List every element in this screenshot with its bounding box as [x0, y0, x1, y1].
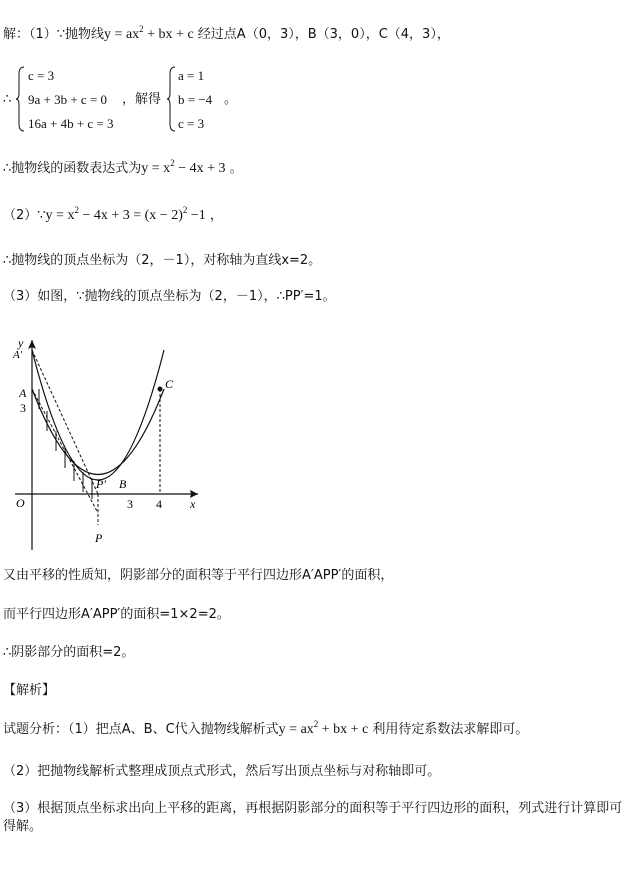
system-eq3: 16a + 4b + c = 3 — [28, 116, 114, 131]
translation-line: 又由平移的性质知，阴影部分的面积等于平行四边形A′APP′的面积， — [3, 568, 394, 583]
system-equations — [28, 64, 114, 136]
part1-through: 经过点A（0，3），B（3，0），C（4，3）， — [193, 27, 450, 42]
part2-line — [3, 207, 223, 225]
system-eq2: 9a + 3b + c = 0 — [28, 92, 108, 107]
part3-line: （3）如图，∵抛物线的顶点坐标为（2，－1），∴PP′=1。 — [3, 289, 336, 304]
part2-expr-b: − 4x + 3 = — [78, 208, 145, 223]
part1-intro: 解：（1）∵抛物线 — [3, 27, 105, 42]
tick-3: 3 — [127, 497, 133, 511]
system-sol2: b = −4 — [178, 92, 213, 107]
result1-func-rest: − 4x + 3 — [174, 161, 226, 176]
analysis1-sq: 2 — [313, 719, 319, 729]
analysis2-line: （2）把抛物线解析式整理成顶点式形式，然后写出顶点坐标与对称轴即可。 — [3, 764, 441, 779]
analysis1-end: 利用待定系数法求解即可。 — [368, 722, 529, 737]
result1-sq: 2 — [170, 158, 175, 168]
system-sol1: a = 1 — [178, 68, 205, 83]
system-sol3: c = 3 — [178, 116, 205, 131]
label-3-y: 3 — [20, 401, 26, 415]
analysis3-line: （3）根据顶点坐标求出向上平移的距离，再根据阴影部分的面积等于平行四边形的面积，列式进行计算即可得解。 — [3, 801, 623, 834]
part2-sq2: 2 — [182, 205, 188, 215]
part2-intro: （2）∵ — [3, 208, 46, 223]
label-a: A — [19, 386, 27, 400]
system-eq1: c = 3 — [28, 68, 55, 83]
result1-func: y = x — [141, 161, 171, 176]
left-brace-icon — [16, 66, 26, 132]
translated-parabola — [32, 350, 164, 480]
label-p: P — [95, 531, 103, 545]
right-brace-icon — [167, 66, 177, 132]
point-c — [158, 387, 163, 392]
y-axis-label: y — [18, 336, 24, 350]
result1-line — [3, 160, 243, 178]
original-parabola — [32, 389, 164, 475]
system-therefore: ∴ — [3, 92, 12, 107]
parabola-figure — [10, 332, 210, 550]
part2-expr-a: y = x — [45, 208, 75, 223]
vertex-line: ∴抛物线的顶点坐标为（2，－1），对称轴为直线x=2。 — [3, 253, 322, 268]
part2-sq: 2 — [74, 205, 79, 215]
part2-end: ， — [205, 208, 223, 223]
part1-sq: 2 — [139, 24, 144, 34]
answer-line: ∴阴影部分的面积=2。 — [3, 645, 135, 660]
analysis1-line — [3, 721, 528, 739]
analysis1-func-rest: + bx + c — [318, 722, 369, 737]
analysis1-text: 试题分析：（1）把点A、B、C代入抛物线解析式 — [3, 722, 279, 737]
x-axis-label: x — [190, 497, 196, 511]
part1-func: y = ax — [104, 27, 140, 42]
label-a-prime: A′ — [13, 349, 23, 361]
system-solutions — [178, 64, 212, 136]
result1-text: ∴抛物线的函数表达式为 — [3, 161, 142, 176]
result1-end: 。 — [225, 161, 243, 176]
area-line: 而平行四边形A′APP′的面积=1×2=2。 — [3, 607, 230, 622]
part1-func-rest: + bx + c — [143, 27, 194, 42]
label-c: C — [165, 377, 174, 391]
analysis1-func: y = ax — [278, 722, 314, 737]
label-b: B — [119, 477, 127, 491]
tick-4: 4 — [156, 497, 162, 511]
system-end: 。 — [224, 92, 238, 107]
part2-expr-c: (x − 2) — [144, 208, 183, 223]
part1-line — [3, 26, 450, 44]
system-solve: ，解得 — [122, 92, 162, 107]
analysis-heading: 【解析】 — [3, 683, 56, 698]
label-p-prime: P′ — [96, 477, 106, 491]
part2-expr-d: −1 — [187, 208, 206, 223]
shading-lines — [39, 389, 92, 499]
origin-label: O — [16, 496, 25, 510]
